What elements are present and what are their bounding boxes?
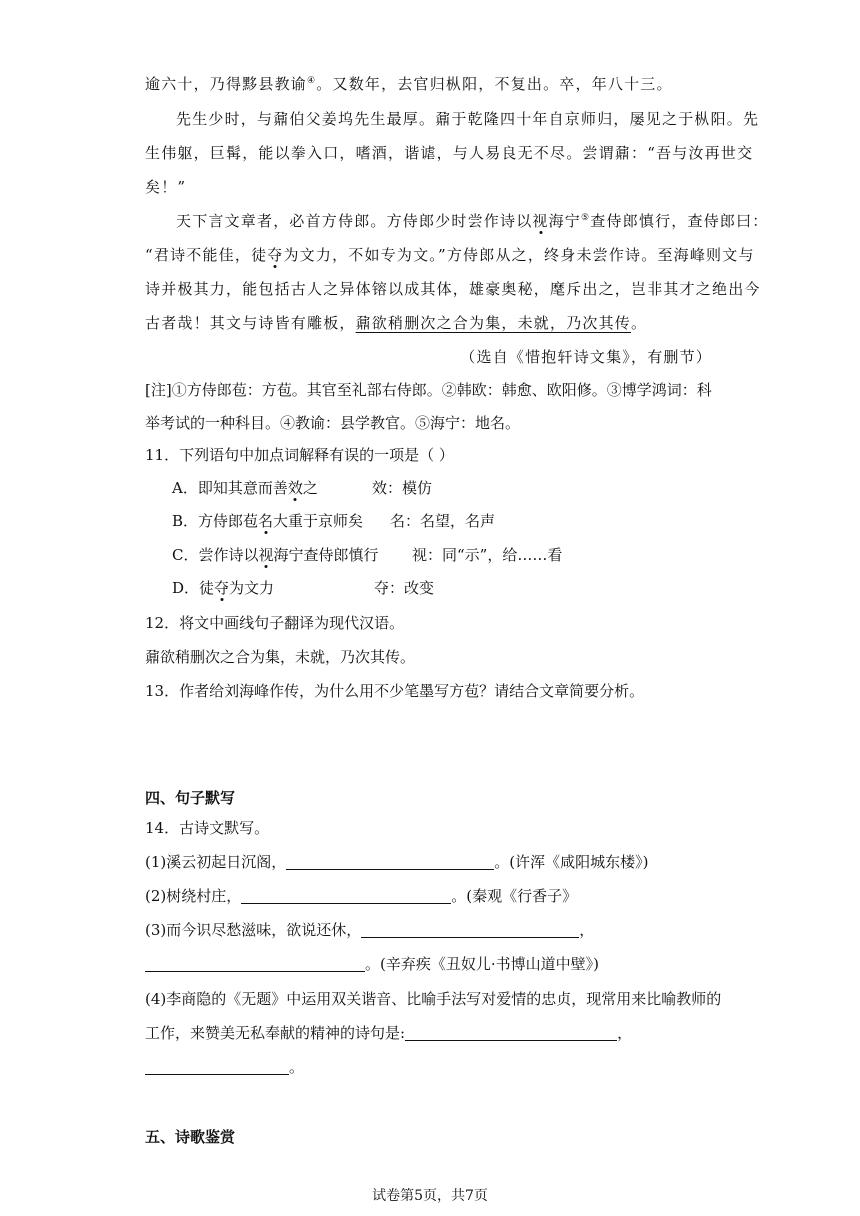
dotted-word: 视 [532,212,549,230]
item-text: ， [617,1024,633,1042]
option-text: 为文力 [229,579,275,597]
dotted-word: 视 [258,546,274,564]
text: 。 [631,314,648,332]
passage-line-3: 生伟躯，巨髯，能以拳入口，嗜酒，谐谑，与人易良无不尽。尝谓鼐：“吾与汝再世交 [145,144,754,162]
option-text: 大重于京师矣 [273,512,364,530]
option-text: B．方侍郎苞 [172,512,259,530]
section-4-title: 四、句子默写 [145,789,236,807]
q14-stem: 14．古诗文默写。 [145,819,270,837]
answer-blank[interactable] [286,853,494,870]
dotted-word: 效 [287,479,303,497]
answer-blank[interactable] [361,921,579,938]
item-text: (2)树绕村庄， [145,887,242,905]
q11-option-b[interactable] [172,510,496,532]
q11-option-d[interactable] [172,577,435,599]
footnote-mark: ⑤ [581,213,591,223]
text: 。又数年，去官归枞阳，不复出。卒，年八十三。 [316,75,673,93]
option-text: A．即知其意而善 [172,479,288,497]
section-5-title: 五、诗歌鉴赏 [145,1128,236,1146]
text: 逾六十，乃得黟县教谕 [145,75,308,93]
passage-line-5 [176,210,769,232]
q11-stem: 11．下列语句中加点词解释有误的一项是（ ） [145,446,454,464]
passage-line-2: 先生少时，与鼐伯父姜坞先生最厚。鼐于乾隆四十年自京师归，屡见之于枞阳。先 [176,110,760,128]
option-explanation: 效：模仿 [372,479,433,497]
q12-stem: 12．将文中画线句子翻译为现代汉语。 [145,614,405,632]
answer-blank[interactable] [145,955,365,972]
option-text: 海宁查侍郎慎行 [273,546,379,564]
text: 海宁 [548,212,582,230]
q13-stem: 13．作者给刘海峰作传，为什么用不少笔墨写方苞？请结合文章简要分析。 [145,682,645,700]
dotted-word: 夺 [267,246,284,264]
text: 天下言文章者，必首方侍郎。方侍郎少时尝作诗以 [176,212,533,230]
answer-blank[interactable] [405,1024,617,1041]
item-text: 。(辛弃疾《丑奴儿·书博山道中壁》) [365,955,599,973]
answer-blank[interactable] [145,1058,289,1075]
dotted-word: 夺 [214,579,230,597]
page-footer: 试卷第5页，共7页 [372,1188,488,1204]
footnote-mark: ④ [307,76,317,86]
text: 为文力，不如专为文。”方侍郎从之，终身未尝作诗。至海峰则文与 [283,246,755,264]
q14-item-4-line-3 [145,1056,304,1078]
passage-line-6 [145,244,755,266]
q11-option-c[interactable] [172,544,563,566]
text: 查侍郎慎行，查侍郎曰： [590,212,769,230]
item-text: ， [579,921,595,939]
text: “君诗不能佳，徒 [145,246,268,264]
q12-sentence: 鼐欲稍删次之合为集，未就，乃次其传。 [145,648,416,666]
q14-item-3-cont [145,953,599,975]
q14-item-2 [145,885,577,907]
passage-line-1 [145,73,673,95]
option-text: C．尝作诗以 [172,546,259,564]
dotted-word: 名 [258,512,274,530]
q14-item-4-line-1: (4)李商隐的《无题》中运用双关谐音、比喻手法写对爱情的忠贞，现常用来比喻教师的 [145,990,722,1008]
q11-option-a[interactable] [172,477,433,499]
passage-source: （选自《惜抱轩诗文集》，有删节） [460,348,712,366]
q14-item-4-line-2 [145,1022,632,1044]
option-text: D．徒 [172,579,215,597]
option-text: 之 [302,479,318,497]
notes-line-1: [注]①方侍郎苞：方苞。其官至礼部右侍郎。②韩欧：韩愈、欧阳修。③博学鸿词：科 [145,381,712,399]
item-text: 。 [289,1058,305,1076]
passage-line-8 [145,312,647,334]
passage-line-4: 矣！” [145,178,187,196]
item-text: 。(秦观《行香子》 [451,887,578,905]
text: 古者哉！其文与诗皆有雕板， [145,314,356,332]
item-text: 工作，来赞美无私奉献的精神的诗句是: [145,1024,406,1042]
item-text: (3)而今识尽愁滋味，欲说还休， [145,921,362,939]
option-explanation: 名：名望，名声 [390,512,496,530]
passage-line-7: 诗并极其力，能包括古人之异体镕以成其体，雄豪奥秘，麾斥出之，岂非其才之绝出今 [145,280,761,298]
q14-item-3 [145,919,594,941]
item-text: (1)溪云初起日沉阁， [145,853,287,871]
option-explanation: 夺：改变 [374,579,435,597]
answer-blank[interactable] [241,887,451,904]
underlined-sentence: 鼐欲稍删次之合为集，未就，乃次其传 [355,314,632,332]
notes-line-2: 举考试的一种科目。④教谕：县学教官。⑤海宁：地名。 [145,414,521,432]
q14-item-1 [145,851,648,873]
option-explanation: 视：同“示”，给……看 [412,546,563,564]
item-text: 。(许浑《咸阳城东楼》) [494,853,649,871]
